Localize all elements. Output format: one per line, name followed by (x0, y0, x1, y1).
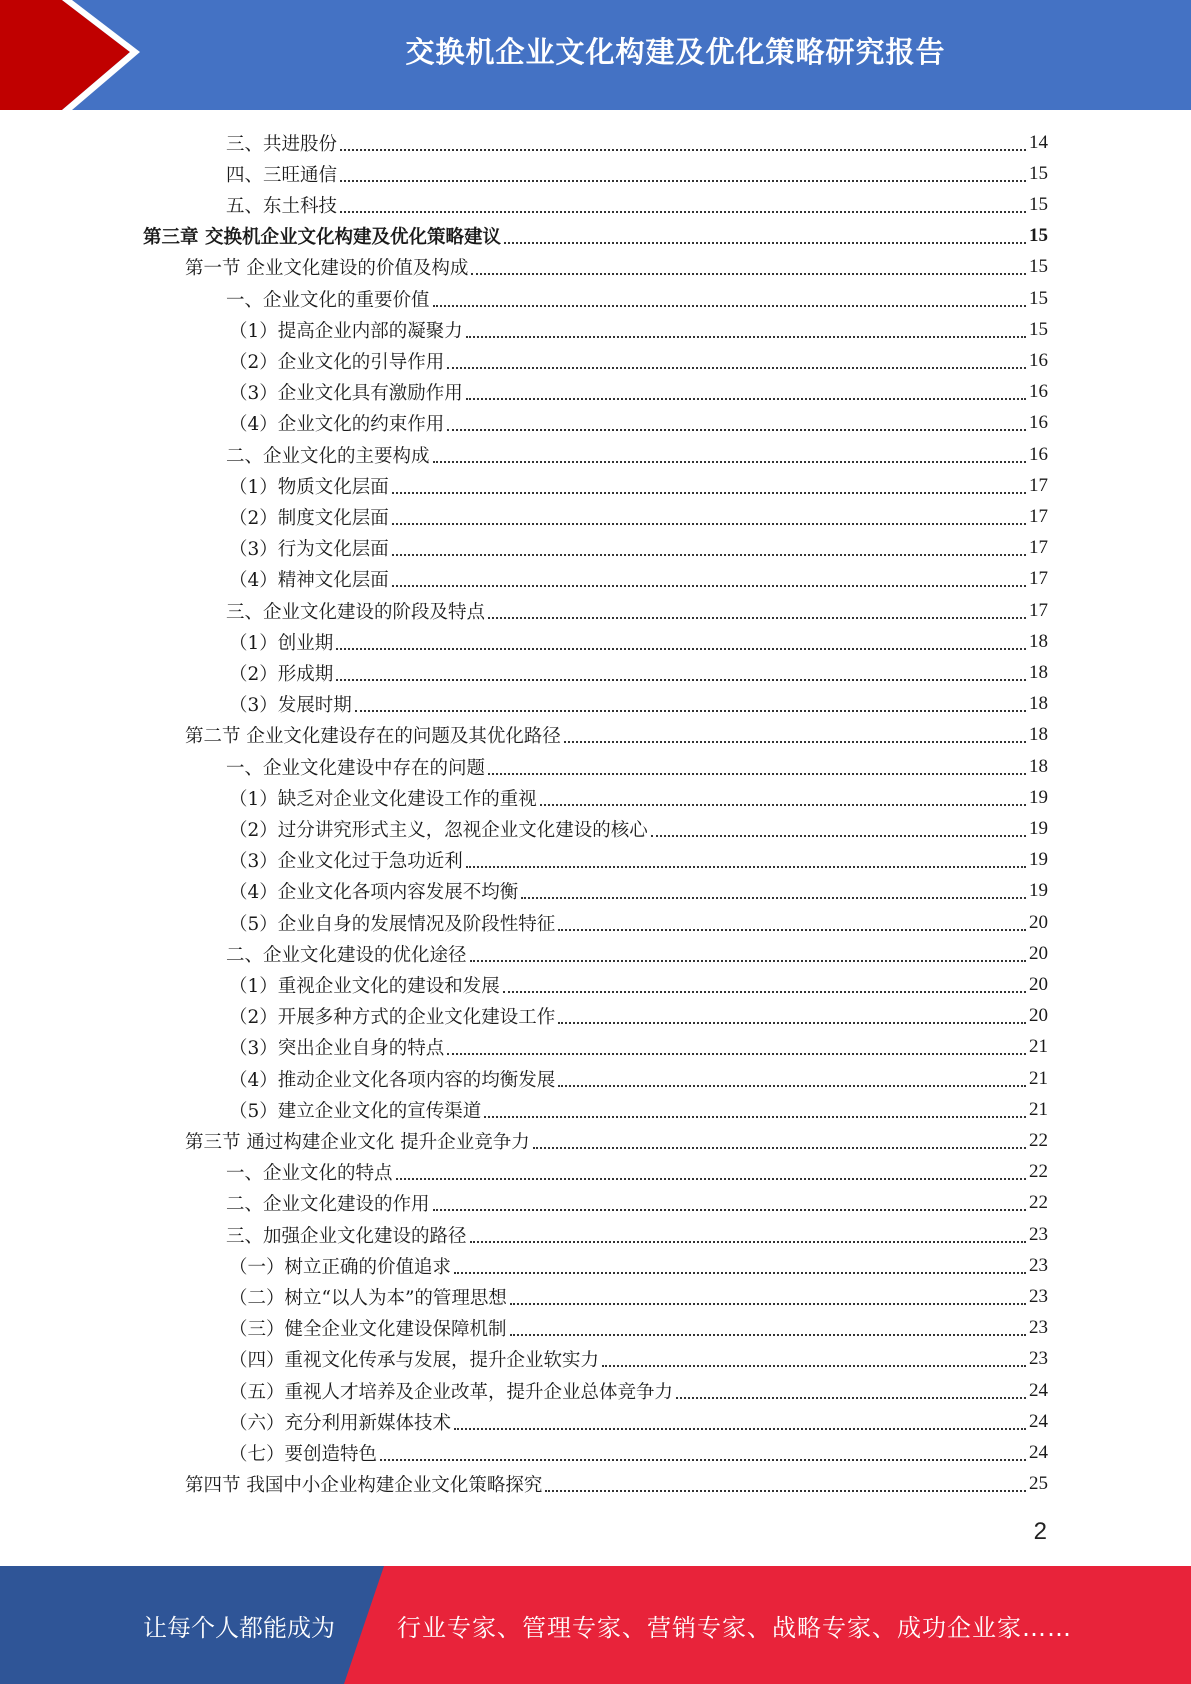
toc-entry-page: 21 (1029, 1036, 1048, 1058)
toc-entry-label: （2）形成期 (229, 663, 334, 685)
toc-entry-label: 一、企业文化建设中存在的问题 (226, 757, 486, 779)
page-header (0, 0, 1191, 110)
toc-dot-leader (454, 1272, 1026, 1274)
toc-entry-label: （四）重视文化传承与发展，提升企业软实力 (229, 1350, 600, 1372)
toc-entry-label: 第一节 企业文化建设的价值及构成 (185, 258, 469, 280)
toc-entry[interactable] (229, 1406, 1048, 1437)
toc-entry-page: 25 (1029, 1473, 1048, 1495)
toc-entry-label: 二、企业文化建设的优化途径 (226, 944, 467, 966)
toc-entry-label: （1）物质文化层面 (229, 476, 389, 498)
toc-entry[interactable] (226, 439, 1048, 470)
toc-entry-page: 22 (1029, 1161, 1048, 1183)
toc-dot-leader (466, 398, 1026, 400)
toc-entry[interactable] (229, 1281, 1048, 1312)
toc-entry-label: （七）要创造特色 (229, 1443, 378, 1465)
toc-dot-leader (484, 1116, 1026, 1118)
toc-entry-label: 四、三旺通信 (226, 164, 338, 186)
toc-dot-leader (396, 1178, 1026, 1180)
toc-dot-leader (336, 648, 1026, 650)
toc-entry[interactable] (229, 782, 1048, 813)
header-arrow-decoration (0, 0, 160, 110)
toc-entry-page: 17 (1029, 599, 1048, 621)
toc-dot-leader (392, 492, 1026, 494)
toc-entry[interactable] (229, 1001, 1048, 1032)
toc-dot-leader (558, 1085, 1026, 1087)
toc-dot-leader (355, 710, 1026, 712)
toc-entry-label: （4）企业文化各项内容发展不均衡 (229, 882, 519, 904)
toc-entry-page: 16 (1029, 381, 1048, 403)
toc-entry[interactable] (226, 938, 1048, 969)
toc-entry-page: 15 (1029, 318, 1048, 340)
toc-dot-leader (564, 741, 1026, 743)
toc-entry[interactable] (229, 533, 1048, 564)
toc-entry-page: 17 (1029, 537, 1048, 559)
toc-dot-leader (392, 554, 1026, 556)
toc-entry-label: 第四节 我国中小企业构建企业文化策略探究 (185, 1475, 543, 1497)
toc-entry[interactable] (229, 626, 1048, 657)
toc-entry-label: （3）发展时期 (229, 695, 352, 717)
toc-dot-leader (433, 461, 1026, 463)
toc-dot-leader (533, 1147, 1026, 1149)
toc-entry-page: 19 (1029, 817, 1048, 839)
toc-entry-page: 19 (1029, 880, 1048, 902)
toc-entry-page: 18 (1029, 755, 1048, 777)
toc-entry[interactable] (226, 127, 1048, 158)
toc-entry-label: （4）推动企业文化各项内容的均衡发展 (229, 1069, 556, 1091)
toc-entry[interactable] (229, 377, 1048, 408)
toc-entry-label: （4）企业文化的约束作用 (229, 414, 445, 436)
toc-entry-page: 24 (1029, 1410, 1048, 1432)
toc-entry[interactable] (229, 314, 1048, 345)
toc-dot-leader (676, 1397, 1026, 1399)
toc-entry-page: 23 (1029, 1348, 1048, 1370)
toc-entry-label: 三、加强企业文化建设的路径 (226, 1225, 467, 1247)
toc-dot-leader (392, 523, 1026, 525)
toc-entry[interactable] (185, 1125, 1048, 1156)
toc-entry[interactable] (229, 501, 1048, 532)
toc-dot-leader (488, 617, 1026, 619)
toc-dot-leader (602, 1365, 1026, 1367)
toc-entry[interactable] (226, 1219, 1048, 1250)
toc-entry-page: 17 (1029, 568, 1048, 590)
toc-dot-leader (540, 804, 1026, 806)
toc-dot-leader (470, 1241, 1026, 1243)
toc-dot-leader (558, 929, 1026, 931)
toc-entry-label: （六）充分利用新媒体技术 (229, 1412, 452, 1434)
toc-dot-leader (488, 773, 1026, 775)
toc-entry-page: 22 (1029, 1192, 1048, 1214)
toc-entry[interactable] (226, 283, 1048, 314)
toc-dot-leader (433, 305, 1026, 307)
toc-dot-leader (558, 1022, 1026, 1024)
toc-entry[interactable] (229, 1063, 1048, 1094)
toc-entry-page: 18 (1029, 693, 1048, 715)
toc-entry-page: 18 (1029, 724, 1048, 746)
toc-dot-leader (471, 273, 1026, 275)
report-title: 交换机企业文化构建及优化策略研究报告 (405, 34, 946, 69)
toc-entry[interactable] (185, 720, 1048, 751)
toc-entry-label: （5）企业自身的发展情况及阶段性特征 (229, 913, 556, 935)
toc-entry[interactable] (229, 689, 1048, 720)
toc-dot-leader (433, 1209, 1026, 1211)
toc-entry[interactable] (229, 564, 1048, 595)
toc-entry-label: 二、企业文化建设的作用 (226, 1194, 430, 1216)
toc-entry-page: 21 (1029, 1067, 1048, 1089)
toc-entry-page: 15 (1029, 256, 1048, 278)
toc-dot-leader (521, 897, 1026, 899)
toc-dot-leader (470, 960, 1026, 962)
toc-entry-label: 第二节 企业文化建设存在的问题及其优化路径 (185, 726, 561, 748)
toc-entry[interactable] (229, 907, 1048, 938)
toc-entry[interactable] (229, 657, 1048, 688)
toc-entry[interactable] (185, 252, 1048, 283)
toc-entry[interactable] (226, 751, 1048, 782)
toc-entry-page: 18 (1029, 630, 1048, 652)
toc-entry-page: 23 (1029, 1285, 1048, 1307)
toc-entry-label: （五）重视人才培养及企业改革，提升企业总体竞争力 (229, 1381, 674, 1403)
toc-dot-leader (504, 242, 1026, 244)
toc-entry-page: 16 (1029, 349, 1048, 371)
toc-dot-leader (510, 1303, 1026, 1305)
toc-entry[interactable] (226, 1157, 1048, 1188)
toc-dot-leader (447, 429, 1026, 431)
toc-entry-page: 20 (1029, 911, 1048, 933)
toc-dot-leader (447, 367, 1026, 369)
toc-entry-label: （1）创业期 (229, 632, 334, 654)
toc-entry-page: 17 (1029, 505, 1048, 527)
toc-entry[interactable] (229, 408, 1048, 439)
toc-entry[interactable] (185, 1469, 1048, 1500)
toc-entry-page: 15 (1029, 287, 1048, 309)
toc-entry[interactable] (229, 1344, 1048, 1375)
toc-dot-leader (503, 991, 1026, 993)
toc-entry[interactable] (229, 845, 1048, 876)
toc-entry-page: 23 (1029, 1223, 1048, 1245)
toc-dot-leader (340, 211, 1026, 213)
toc-dot-leader (392, 585, 1026, 587)
toc-entry-label: （4）精神文化层面 (229, 570, 389, 592)
toc-entry-page: 20 (1029, 973, 1048, 995)
toc-dot-leader (466, 336, 1026, 338)
toc-entry[interactable] (229, 1032, 1048, 1063)
toc-entry-label: 二、企业文化的主要构成 (226, 445, 430, 467)
toc-entry-page: 23 (1029, 1254, 1048, 1276)
toc-entry-page: 23 (1029, 1317, 1048, 1339)
toc-dot-leader (454, 1428, 1026, 1430)
toc-entry-label: （5）建立企业文化的宣传渠道 (229, 1100, 482, 1122)
toc-entry-page: 22 (1029, 1129, 1048, 1151)
toc-entry-page: 15 (1029, 162, 1048, 184)
toc-entry-label: （2）企业文化的引导作用 (229, 351, 445, 373)
toc-entry-page: 14 (1029, 131, 1048, 153)
toc-entry-page: 19 (1029, 849, 1048, 871)
toc-entry[interactable] (229, 876, 1048, 907)
toc-entry-label: 一、企业文化的特点 (226, 1163, 393, 1185)
toc-entry[interactable] (229, 1375, 1048, 1406)
toc-dot-leader (651, 835, 1026, 837)
toc-entry[interactable] (229, 1437, 1048, 1468)
toc-dot-leader (510, 1334, 1026, 1336)
toc-entry[interactable] (226, 158, 1048, 189)
toc-dot-leader (340, 180, 1026, 182)
toc-entry-page: 21 (1029, 1098, 1048, 1120)
toc-entry[interactable] (229, 1094, 1048, 1125)
toc-entry-label: 三、共进股份 (226, 133, 338, 155)
toc-entry[interactable] (229, 969, 1048, 1000)
toc-entry-label: （1）缺乏对企业文化建设工作的重视 (229, 788, 537, 810)
toc-entry-label: （2）过分讲究形式主义，忽视企业文化建设的核心 (229, 819, 648, 841)
toc-entry-label: （1）提高企业内部的凝聚力 (229, 320, 463, 342)
toc-entry-label: （1）重视企业文化的建设和发展 (229, 975, 500, 997)
toc-entry[interactable] (229, 1250, 1048, 1281)
page-footer (0, 1566, 1191, 1684)
toc-entry-page: 15 (1029, 225, 1048, 247)
toc-entry[interactable] (229, 813, 1048, 844)
toc-entry[interactable] (229, 1313, 1048, 1344)
toc-entry[interactable] (226, 189, 1048, 220)
toc-entry-label: （3）企业文化过于急功近利 (229, 851, 463, 873)
footer-slogan-left: 让每个人都能成为 (143, 1613, 335, 1642)
toc-dot-leader (447, 1053, 1026, 1055)
toc-entry-label: （2）制度文化层面 (229, 507, 389, 529)
toc-entry-label: （3）行为文化层面 (229, 539, 389, 561)
toc-entry[interactable] (229, 470, 1048, 501)
toc-entry-page: 16 (1029, 443, 1048, 465)
toc-entry-page: 15 (1029, 193, 1048, 215)
toc-entry[interactable] (226, 595, 1048, 626)
toc-entry-page: 24 (1029, 1441, 1048, 1463)
toc-entry-label: 五、东土科技 (226, 195, 338, 217)
toc-entry-label: （一）树立正确的价值追求 (229, 1256, 452, 1278)
toc-entry-label: （3）企业文化具有激励作用 (229, 383, 463, 405)
toc-entry-label: 一、企业文化的重要价值 (226, 289, 430, 311)
toc-dot-leader (466, 866, 1026, 868)
toc-entry[interactable] (143, 221, 1048, 252)
toc-entry-page: 19 (1029, 786, 1048, 808)
toc-entry-label: 第三章 交换机企业文化构建及优化策略建议 (143, 227, 501, 249)
toc-dot-leader (340, 149, 1026, 151)
toc-entry-label: （2）开展多种方式的企业文化建设工作 (229, 1007, 556, 1029)
toc-entry-label: （3）突出企业自身的特点 (229, 1038, 445, 1060)
toc-entry[interactable] (226, 1188, 1048, 1219)
page-number: 2 (1033, 1518, 1047, 1545)
toc-entry-page: 20 (1029, 942, 1048, 964)
footer-slogan-right: 行业专家、管理专家、营销专家、战略专家、成功企业家…… (397, 1613, 1072, 1642)
toc-entry-page: 20 (1029, 1005, 1048, 1027)
toc-entry-label: （二）树立“以人为本”的管理思想 (229, 1287, 507, 1309)
toc-entry[interactable] (229, 345, 1048, 376)
toc-dot-leader (336, 679, 1026, 681)
toc-entry-label: 第三节 通过构建企业文化 提升企业竞争力 (185, 1131, 530, 1153)
toc-dot-leader (545, 1490, 1026, 1492)
toc-entry-page: 18 (1029, 661, 1048, 683)
toc-entry-page: 16 (1029, 412, 1048, 434)
toc-dot-leader (380, 1459, 1026, 1461)
toc-entry-page: 17 (1029, 474, 1048, 496)
toc-entry-page: 24 (1029, 1379, 1048, 1401)
toc-entry-label: 三、企业文化建设的阶段及特点 (226, 601, 486, 623)
toc-entry-label: （三）健全企业文化建设保障机制 (229, 1319, 507, 1341)
